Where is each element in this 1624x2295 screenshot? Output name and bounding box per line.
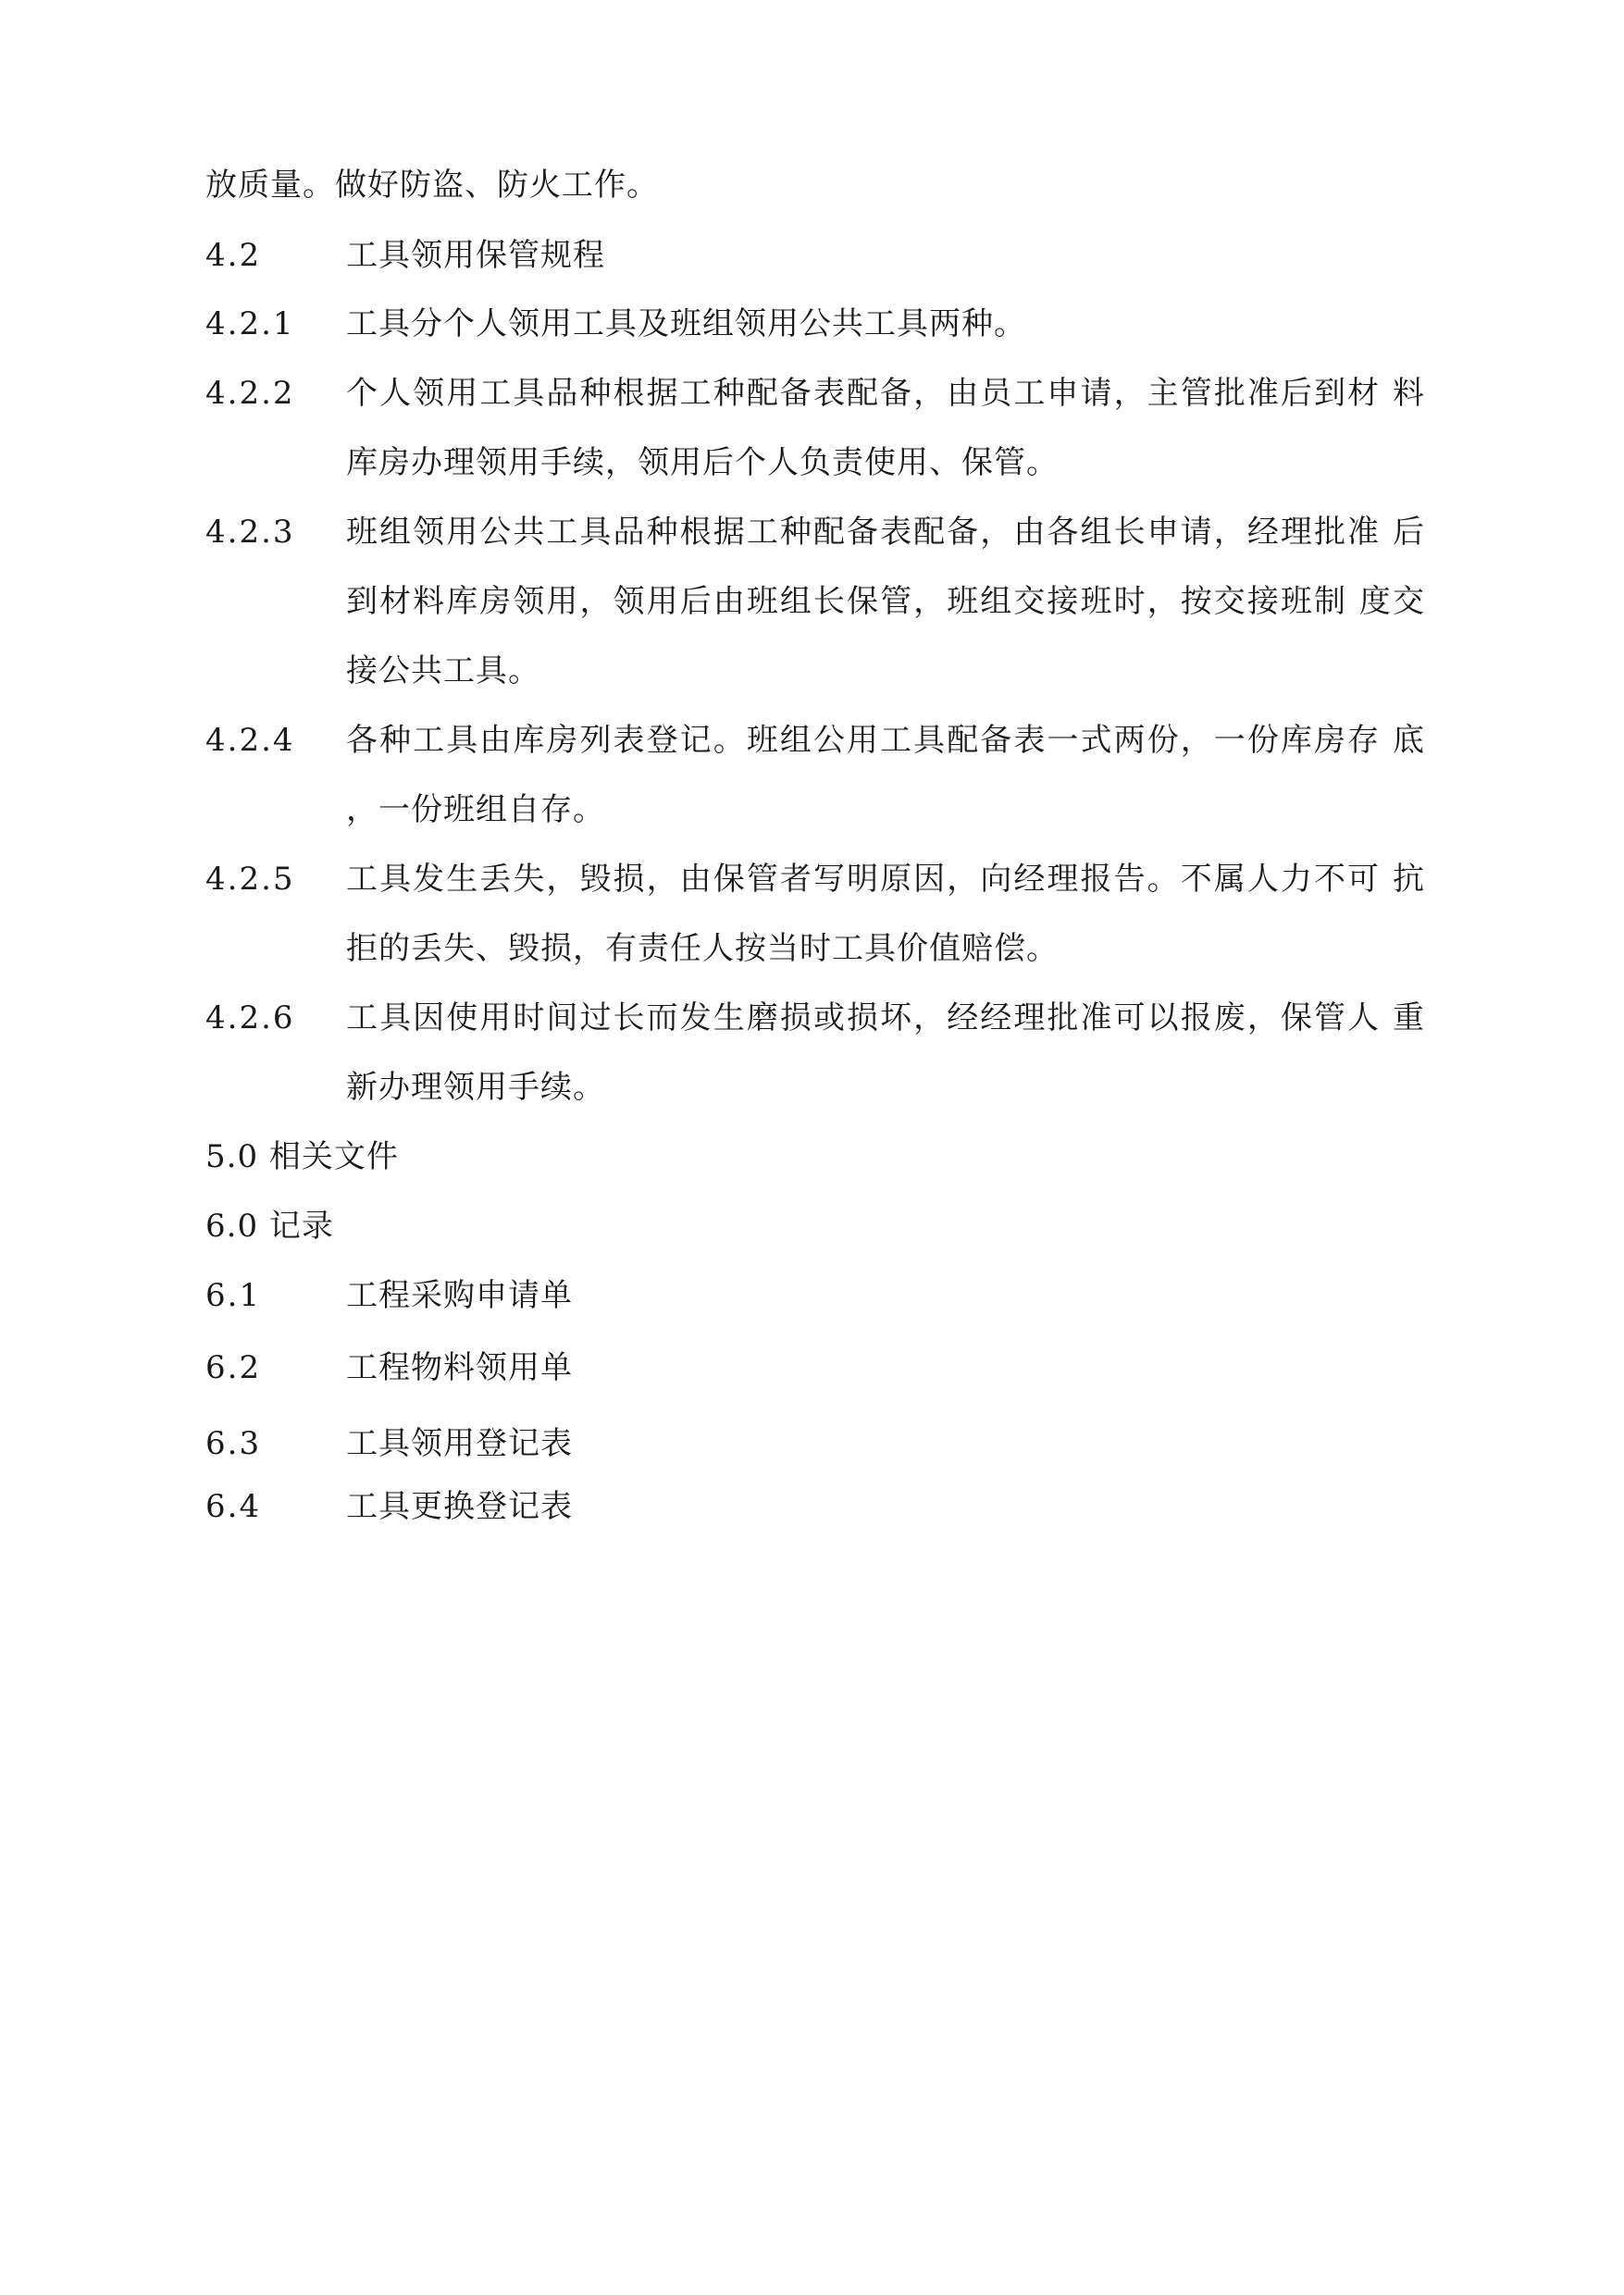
record-number-6-2: 6.2: [205, 1349, 262, 1386]
record-number-6-1: 6.1: [205, 1277, 262, 1314]
section-text-4-2-6-line-1: 工具因使用时间过长而发生磨损或损坏，经经理批准可以报废，保管人 重: [346, 999, 1425, 1036]
record-label-6-2: 工程物料领用单: [346, 1349, 573, 1386]
section-text-4-2-2-line-2: 库房办理领用手续，领用后个人负责使用、保管。: [346, 444, 1059, 481]
section-text-4-2-3-line-1: 班组领用公共工具品种根据工种配备表配备，由各组长申请，经理批准 后: [346, 514, 1425, 551]
section-number-4-2-5: 4.2.5: [205, 861, 295, 898]
section-heading-4-2: 工具领用保管规程: [346, 237, 605, 274]
section-number-4-2: 4.2: [205, 237, 262, 274]
record-number-6-4: 6.4: [205, 1488, 262, 1525]
record-label-6-3: 工具领用登记表: [346, 1425, 573, 1462]
section-text-4-2-4-line-1: 各种工具由库房列表登记。班组公用工具配备表一式两份，一份库房存 底: [346, 722, 1425, 759]
section-text-4-2-5-line-1: 工具发生丢失，毁损，由保管者写明原因，向经理报告。不属人力不可 抗: [346, 861, 1425, 898]
section-text-4-2-1: 工具分个人领用工具及班组领用公共工具两种。: [346, 305, 1026, 342]
section-text-4-2-5-line-2: 拒的丢失、毁损，有责任人按当时工具价值赔偿。: [346, 930, 1059, 967]
section-text-4-2-3-line-2: 到材料库房领用，领用后由班组长保管，班组交接班时，按交接班制 度交: [346, 583, 1425, 620]
related-files-heading: 5.0 相关文件: [205, 1138, 399, 1175]
section-text-4-2-6-line-2: 新办理领用手续。: [346, 1069, 605, 1106]
section-text-4-2-4-line-2: ，一份班组自存。: [346, 791, 605, 828]
section-number-4-2-3: 4.2.3: [205, 514, 295, 551]
section-text-4-2-2-line-1: 个人领用工具品种根据工种配备表配备，由员工申请，主管批准后到材 料: [346, 375, 1425, 412]
records-heading: 6.0 记录: [205, 1208, 334, 1245]
section-number-4-2-4: 4.2.4: [205, 722, 295, 759]
section-text-4-2-3-line-3: 接公共工具。: [346, 652, 540, 689]
section-number-4-2-1: 4.2.1: [205, 305, 295, 342]
section-number-4-2-2: 4.2.2: [205, 375, 295, 412]
section-number-4-2-6: 4.2.6: [205, 999, 295, 1036]
intro-line: 放质量。做好防盗、防火工作。: [205, 167, 659, 204]
record-number-6-3: 6.3: [205, 1425, 262, 1462]
record-label-6-4: 工具更换登记表: [346, 1488, 573, 1525]
record-label-6-1: 工程采购申请单: [346, 1277, 573, 1314]
